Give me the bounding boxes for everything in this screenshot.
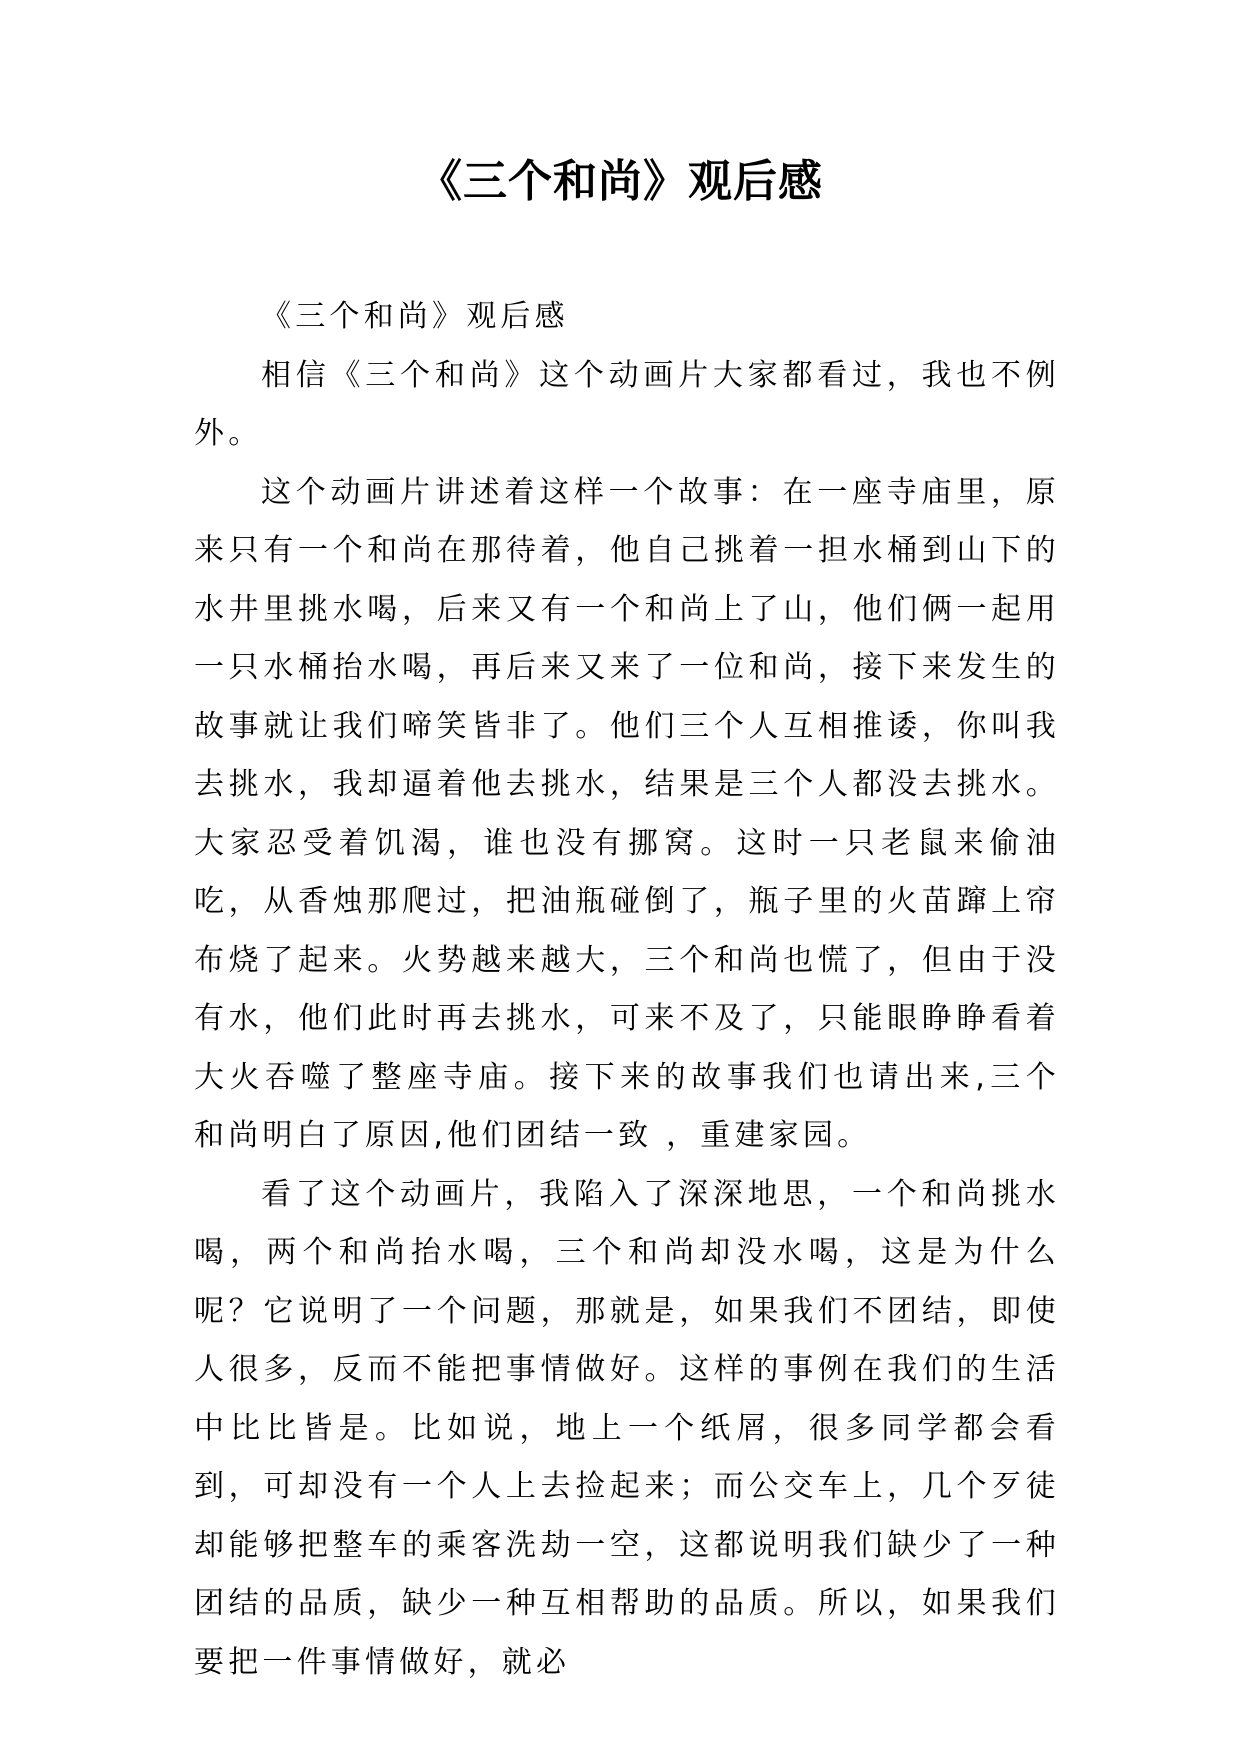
paragraph: 看了这个动画片，我陷入了深深地思，一个和尚挑水喝，两个和尚抬水喝，三个和尚却没水喝，这是为什么呢？它说明了一个问题，那就是，如果我们不团结，即使人很多，反而不能把事情做好。这样的事例在我们的生活中比比皆是。比如说，地上一个纸屑，很多同学都会看到，可却没有一个人上去捡起来；而公交车上，几个歹徒却能够把整车的乘客洗劫一空，这都说明我们缺少了一种团结的品质，缺少一种互相帮助的品质。所以，如果我们要把一件事情做好，就必 [194,1176,1060,1680]
paragraph: 《三个和尚》观后感 [261,299,569,334]
document-body [194,288,1060,1692]
page-title: 《三个和尚》观后感 [418,156,823,207]
paragraph: 相信《三个和尚》这个动画片大家都看过，我也不例外。 [194,357,1060,451]
paragraph: 这个动画片讲述着这样一个故事：在一座寺庙里，原来只有一个和尚在那待着，他自己挑着一担水桶到山下的水井里挑水喝，后来又有一个和尚上了山，他们俩一起用一只水桶抬水喝，再后来又来了一位和尚，接下来发生的故事就让我们啼笑皆非了。他们三个人互相推诿，你叫我去挑水，我却逼着他去挑水，结果是三个人都没去挑水。大家忍受着饥渴，谁也没有挪窝。这时一只老鼠来偷油吃，从香烛那爬过，把油瓶碰倒了，瓶子里的火苗蹿上帘布烧了起来。火势越来越大，三个和尚也慌了，但由于没有水，他们此时再去挑水，可来不及了，只能眼睁睁看着大火吞噬了整座寺庙。接下来的故事我们也请出来,三个和尚明白了原因,他们团结一致 ，重建家园。 [194,474,1060,1153]
